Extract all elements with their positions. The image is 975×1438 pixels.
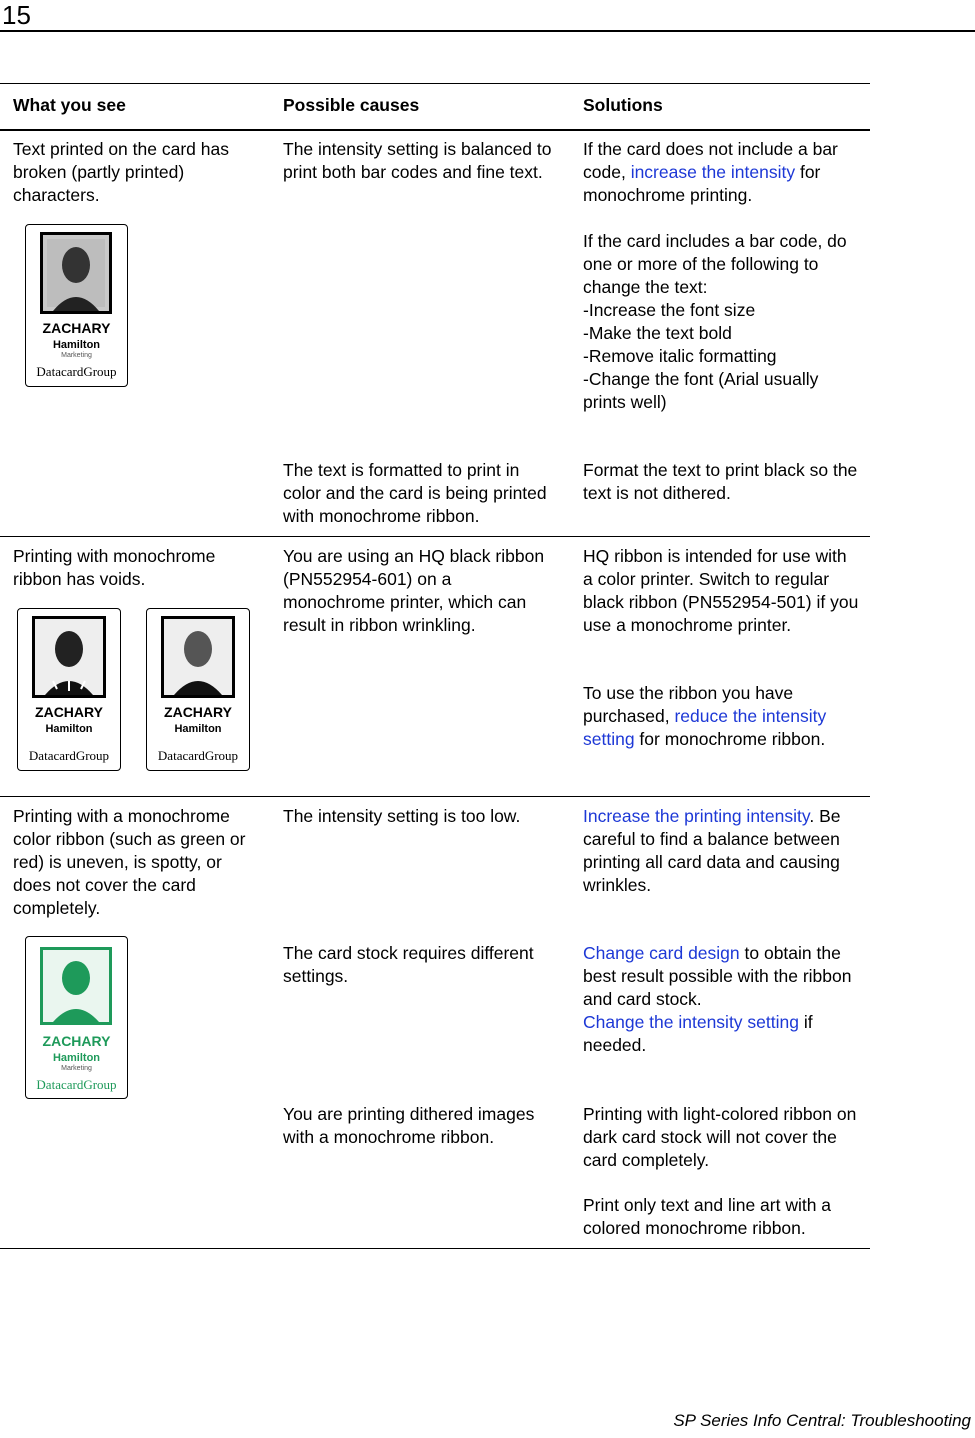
row-divider [0, 536, 870, 537]
increase-printing-intensity-link[interactable]: Increase the printing intensity [583, 806, 810, 826]
portrait-icon [35, 619, 103, 695]
table-header-rule [0, 129, 870, 131]
header-rule [0, 30, 975, 32]
portrait-icon [43, 950, 109, 1022]
table-bottom-rule [0, 1248, 870, 1249]
cause-hq-ribbon: You are using an HQ black ribbon (PN552954-601) on a monochrome printer, which can result in ribbon wrinkling. [283, 546, 545, 635]
solution-print-text-line-art: Print only text and line art with a colored monochrome ribbon. [583, 1195, 832, 1238]
solution-text: for monochrome printing. [583, 162, 821, 205]
symptom-broken-characters: Text printed on the card has broken (partly printed) characters. [13, 139, 229, 205]
solution-text: if needed. [583, 1012, 813, 1055]
column-header-solutions: Solutions [583, 95, 663, 115]
card-photo [161, 616, 235, 698]
datacard-logo: DatacardGroup [36, 364, 117, 379]
sample-card-correct [146, 608, 250, 771]
symptom-uneven-color-ribbon: Printing with a monochrome color ribbon (such as green or red) is uneven, is spotty, or does not cover the card completely. [13, 806, 246, 918]
card-photo [32, 616, 106, 698]
solution-light-ribbon-dark-stock: Printing with light-colored ribbon on dark card stock will not cover the card completely. [583, 1104, 857, 1170]
card-photo [40, 947, 112, 1025]
sample-card-broken-text [25, 224, 128, 387]
solution-format-black-text: Format the text to print black so the text is not dithered. [583, 460, 858, 503]
reduce-intensity-link[interactable]: reduce the intensity setting [583, 706, 827, 749]
page-footer: SP Series Info Central: Troubleshooting [673, 1411, 971, 1430]
solution-no-bar-code [583, 138, 861, 207]
solution-text: for monochrome ribbon. [634, 729, 826, 749]
change-card-design-link[interactable]: Change card design [583, 943, 740, 963]
column-header-possible-causes: Possible causes [283, 95, 420, 115]
table-top-rule [0, 83, 870, 84]
column-header-what-you-see: What you see [13, 95, 126, 115]
card-department: Marketing [61, 352, 92, 359]
portrait-icon [43, 235, 109, 311]
card-last-name: Hamilton [52, 1052, 101, 1064]
sample-card-green-ribbon [25, 936, 128, 1099]
card-first-name: ZACHARY [42, 1033, 111, 1049]
solution-increase-printing-intensity [583, 805, 861, 897]
card-last-name: Hamilton [45, 723, 93, 735]
datacard-logo: DatacardGroup [36, 1077, 117, 1092]
card-first-name: ZACHARY [35, 704, 103, 720]
card-last-name: Hamilton [52, 339, 101, 351]
page-number: 15 [2, 0, 31, 30]
solution-switch-ribbon: HQ ribbon is intended for use with a color printer. Switch to regular black ribbon (PN552954-501) if you use a monochrome printer. [583, 546, 859, 635]
card-last-name: Hamilton [174, 723, 222, 735]
solution-text: to obtain the best result possible with the ribbon and card stock. [583, 943, 852, 1009]
datacard-logo: DatacardGroup [157, 748, 239, 763]
card-first-name: ZACHARY [42, 320, 111, 336]
card-first-name: ZACHARY [164, 704, 232, 720]
solution-reduce-intensity [583, 682, 861, 751]
solution-text: If the card does not include a bar code, [583, 139, 838, 182]
sample-card-with-voids [17, 608, 121, 771]
symptom-ribbon-voids: Printing with monochrome ribbon has voids. [13, 546, 216, 589]
cause-intensity-too-low: The intensity setting is too low. [283, 806, 521, 826]
solution-text: To use the ribbon you have purchased, [583, 683, 794, 726]
solution-text: . Be careful to find a balance between printing all card data and causing wrinkles. [583, 806, 841, 895]
cause-card-stock: The card stock requires different settings. [283, 943, 534, 986]
change-intensity-setting-link[interactable]: Change the intensity setting [583, 1012, 799, 1032]
portrait-icon [164, 619, 232, 695]
increase-intensity-link[interactable]: increase the intensity [630, 162, 796, 182]
row-divider [0, 796, 870, 797]
card-photo [40, 232, 112, 314]
solution-change-card-design [583, 942, 861, 1057]
solution-with-bar-code: If the card includes a bar code, do one or more of the following to change the text: -Increase the font size -Make the text bold -Remove italic formatting -Change the font (Arial usually prints well) [583, 231, 847, 412]
cause-dithered-images: You are printing dithered images with a monochrome ribbon. [283, 1104, 535, 1147]
datacard-logo: DatacardGroup [28, 748, 110, 763]
cause-color-text-format: The text is formatted to print in color and the card is being printed with monochrome ribbon. [283, 460, 547, 526]
cause-intensity-balanced: The intensity setting is balanced to print both bar codes and fine text. [283, 139, 552, 182]
card-department: Marketing [61, 1065, 92, 1072]
